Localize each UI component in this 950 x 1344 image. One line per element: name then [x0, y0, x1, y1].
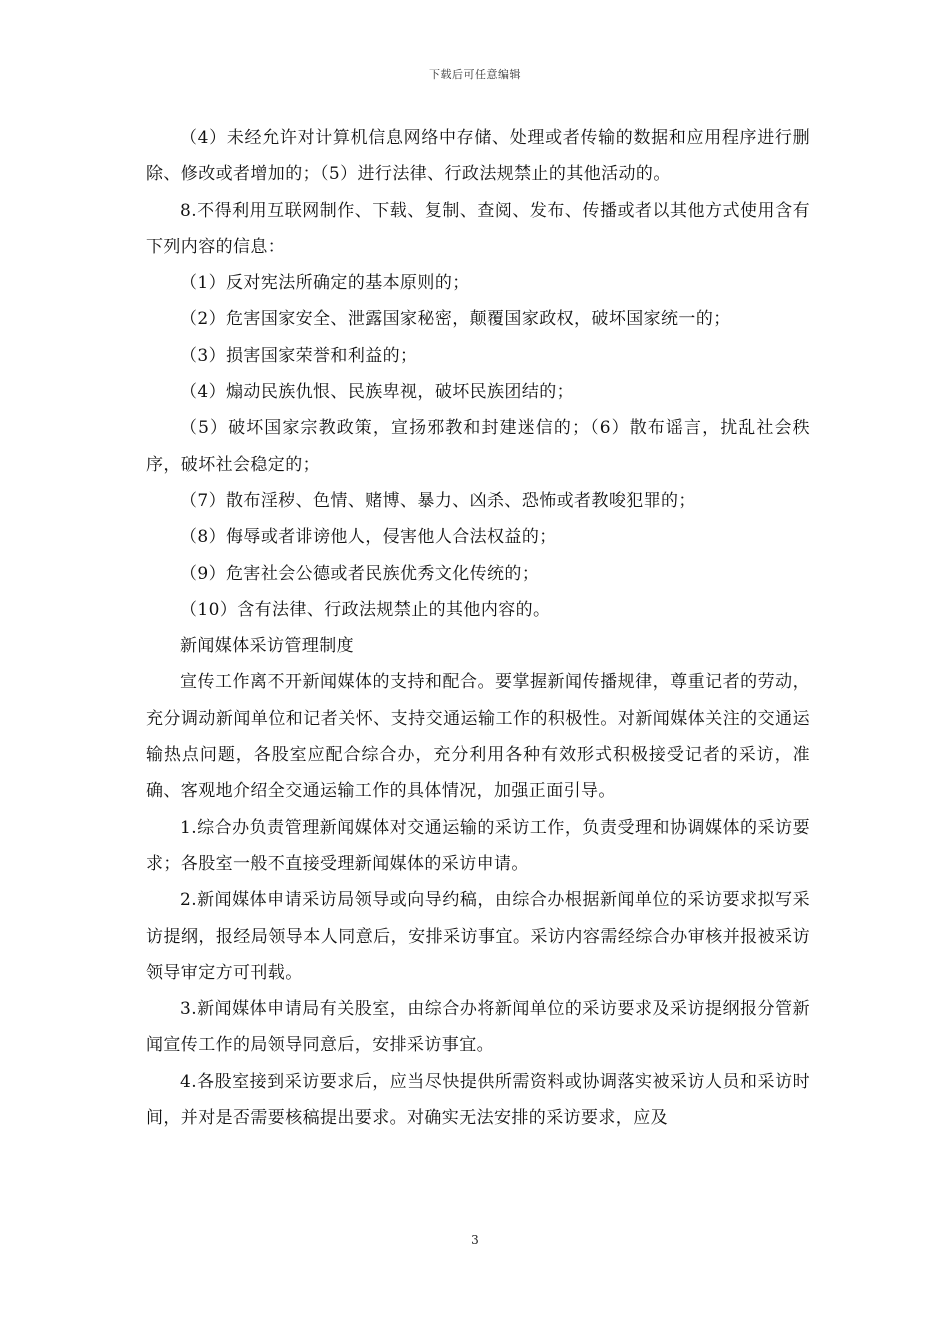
paragraph: 1.综合办负责管理新闻媒体对交通运输的采访工作，负责受理和协调媒体的采访要求；各股室一般不直接受理新闻媒体的采访申请。: [146, 817, 810, 874]
paragraph: 8.不得利用互联网制作、下载、复制、查阅、发布、传播或者以其他方式使用含有下列内容的信息：: [146, 200, 810, 257]
page-number: 3: [471, 1233, 479, 1247]
paragraph: 宣传工作离不开新闻媒体的支持和配合。要掌握新闻传播规律，尊重记者的劳动，充分调动新闻单位和记者关怀、支持交通运输工作的积极性。对新闻媒体关注的交通运输热点问题，各股室应配合综合办，充分利用各种有效形式积极接受记者的采访，准确、客观地介绍全交通运输工作的具体情况，加强正面引导。: [146, 672, 810, 802]
paragraph: 4.各股室接到采访要求后，应当尽快提供所需资料或协调落实被采访人员和采访时间，并对是否需要核稿提出要求。对确实无法安排的采访要求，应及: [146, 1071, 810, 1129]
paragraph: （4）未经允许对计算机信息网络中存储、处理或者传输的数据和应用程序进行删除、修改或者增加的；（5）进行法律、行政法规禁止的其他活动的。: [146, 128, 810, 185]
document-body: [146, 120, 810, 1136]
list-item: （8）侮辱或者诽谤他人，侵害他人合法权益的；: [180, 527, 557, 548]
list-item: （7）散布淫秽、色情、赌博、暴力、凶杀、恐怖或者教唆犯罪的；: [180, 490, 696, 511]
page-header: 下载后可任意编辑: [429, 68, 521, 81]
paragraph: 2.新闻媒体申请采访局领导或向导约稿，由综合办根据新闻单位的采访要求拟写采访提纲，报经局领导本人同意后，安排采访事宜。采访内容需经综合办审核并报被采访领导审定方可刊载。: [146, 890, 810, 983]
section-heading: 新闻媒体采访管理制度: [180, 636, 354, 657]
list-item: （10）含有法律、行政法规禁止的其他内容的。: [180, 599, 551, 620]
list-item: （2）危害国家安全、泄露国家秘密，颠覆国家政权，破坏国家统一的；: [180, 309, 731, 330]
paragraph: 3.新闻媒体申请局有关股室，由综合办将新闻单位的采访要求及采访提纲报分管新闻宣传工作的局领导同意后，安排采访事宜。: [146, 999, 810, 1056]
list-item: （9）危害社会公德或者民族优秀文化传统的；: [180, 563, 540, 584]
list-item: （4）煽动民族仇恨、民族卑视，破坏民族团结的；: [180, 382, 575, 403]
list-item: （1）反对宪法所确定的基本原则的；: [180, 273, 470, 294]
list-item: （3）损害国家荣誉和利益的；: [180, 345, 418, 366]
list-item: （5）破坏国家宗教政策，宣扬邪教和封建迷信的；（6）散布谣言，扰乱社会秩序，破坏社会稳定的；: [146, 418, 810, 475]
